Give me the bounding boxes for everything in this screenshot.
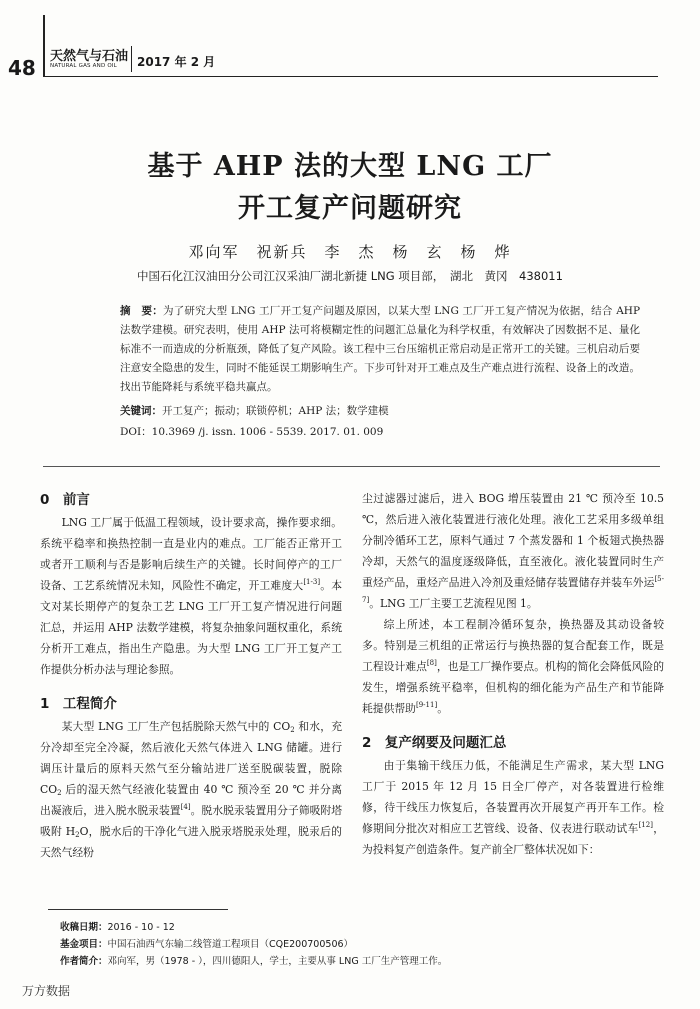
footnote-author: 作者简介：邓向军，男（1978 - ），四川德阳人，学士，主要从事 LNG 工厂生产管理工作。 bbox=[60, 956, 448, 967]
paragraph: 某大型 LNG 工厂生产包括脱除天然气中的 $CO_2$ 和水，充分冷却至完全冷凝，然后液化天然气体进入 LNG 储罐。进行调压计量后的原料天然气至分输站进厂送至脱碳装置，脱除 $CO_2$ 后的湿天然气经液化装置由 40 ℃ 预冷至 20 ℃ 并分离出凝液后，进入脱水脱汞装置[4]。脱水脱汞装置用分子筛吸附塔吸附 $H_2O$，脱水后的干净化气进入脱汞塔脱汞处理，脱汞后的天然气经粉 bbox=[40, 720, 343, 859]
section-heading-summary: 2 复产纲要及问题汇总 bbox=[362, 735, 507, 751]
footnote-received: 收稿日期：2016 - 10 - 12 bbox=[60, 922, 175, 933]
section-heading-intro: 0 前言 bbox=[40, 492, 90, 508]
paragraph: 由于集输干线压力低，不能满足生产需求，某大型 LNG 工厂于 2015 年 12 月 15 日全厂停产，对各装置进行检维修，待干线压力恢复后，各装置再次开展复产再开车工作。检修期间分批次对相应工艺管线、设备、仪表进行联动试车[12]，为投料复产创造条件。复产前全厂整体状况如下： bbox=[362, 759, 664, 856]
page-number: 48 bbox=[8, 56, 36, 80]
keywords bbox=[120, 403, 640, 418]
header-vertical-rule bbox=[43, 15, 45, 77]
footnote-fund: 基金项目：中国石油西气东输二线管道工程项目（CQE200700506） bbox=[60, 939, 354, 950]
footnote-rule bbox=[48, 909, 228, 910]
citation: [8] bbox=[426, 659, 437, 667]
doi: DOI：10.3969 /j. issn. 1006 - 5539. 2017. 01. 009 bbox=[120, 426, 384, 438]
abstract-text: 为了研究大型 LNG 工厂开工复产问题及原因，以某大型 LNG 工厂开工复产情况为依据，结合 AHP 法数学建模。研究表明，使用 AHP 法可将模糊定性的问题汇总量化为科学权重，有效解决了因数据不足、量化标准不一而造成的分析瓶颈，降低了复产风险。该工程中三台压缩机正常启动是正常开工的关键。三机启动后要注意安全隐患的发生，同时不能延误工期影响生产。下步可针对开工难点及生产难点进行流程、设备上的改造。找出节能降耗与系统平稳共赢点。 bbox=[120, 305, 641, 393]
journal-name: 天然气与石油 bbox=[50, 49, 129, 64]
affiliation: 中国石化江汉油田分公司江汉采油厂湖北新捷 LNG 项目部， 湖北 黄冈 438011 bbox=[137, 269, 563, 283]
right-column bbox=[362, 488, 664, 860]
paragraph: 综上所述，本工程制冷循环复杂，换热器及其动设备较多。特别是三机组的正常运行与换热器的复合配套工作，既是工程设计难点[8]，也是工厂操作要点。机构的简化会降低风险的发生，增强系统平稳率，但机构的细化能为产品生产和节能降耗提供帮助[9-11]。 bbox=[362, 618, 664, 715]
citation: [5-7] bbox=[362, 575, 664, 604]
article-title-line1: 基于 AHP 法的大型 LNG 工厂 bbox=[147, 151, 553, 182]
abstract bbox=[120, 302, 640, 397]
paragraph-continued: 尘过滤器过滤后，进入 BOG 增压装置由 21 ℃ 预冷至 10.5 ℃，然后进入液化装置进行液化处理。液化工艺采用多级单组分制冷循环工艺，原料气通过 7 个蒸发器和 1 个板翅式换热器冷却，天然气的温度逐级降低，直至液化。液化装置同时生产重烃产品，重烃产品进入冷剂及重烃储存装置储存并装车外运[5-7]。LNG 工厂主要工艺流程见图 1。 bbox=[362, 492, 664, 610]
header-divider bbox=[131, 46, 132, 72]
article-title-line2: 开工复产问题研究 bbox=[238, 193, 462, 224]
section-separator bbox=[43, 466, 660, 467]
keywords-text: 开工复产；振动；联锁停机；AHP 法；数学建模 bbox=[162, 405, 389, 417]
abstract-label: 摘 要： bbox=[120, 305, 163, 317]
citation: [9-11] bbox=[415, 701, 438, 709]
journal-name-en: NATURAL GAS AND OIL bbox=[50, 63, 117, 69]
citation: [12] bbox=[638, 821, 653, 829]
paragraph: LNG 工厂属于低温工程领域，设计要求高，操作要求细。系统平稳率和换热控制一直是业内的难点。工厂能否正常开工或者开工顺利与否是影响后续生产的关键。长时间停产的工厂设备、工艺系统情况未知，风险性不确定，开工难度大[1-3]。本文对某长期停产的复杂工艺 LNG 工厂开工复产情况进行问题汇总，并运用 AHP 法数学建模，将复杂抽象问题权重化，系统分析开工难点，指出生产隐患。为大型 LNG 工厂开工复产工作提供分析办法与理论参照。 bbox=[40, 516, 343, 676]
citation: [1-3] bbox=[303, 578, 321, 586]
author-list: 邓向军 祝新兵 李 杰 杨 玄 杨 烨 bbox=[188, 243, 512, 261]
left-column bbox=[40, 488, 342, 863]
header-rule bbox=[43, 76, 658, 77]
keywords-label: 关键词： bbox=[120, 405, 162, 417]
issue-date: 2017 年 2 月 bbox=[137, 55, 216, 69]
watermark: 万方数据 bbox=[22, 984, 71, 998]
section-heading-project: 1 工程简介 bbox=[40, 696, 117, 712]
citation: [4] bbox=[180, 803, 191, 811]
